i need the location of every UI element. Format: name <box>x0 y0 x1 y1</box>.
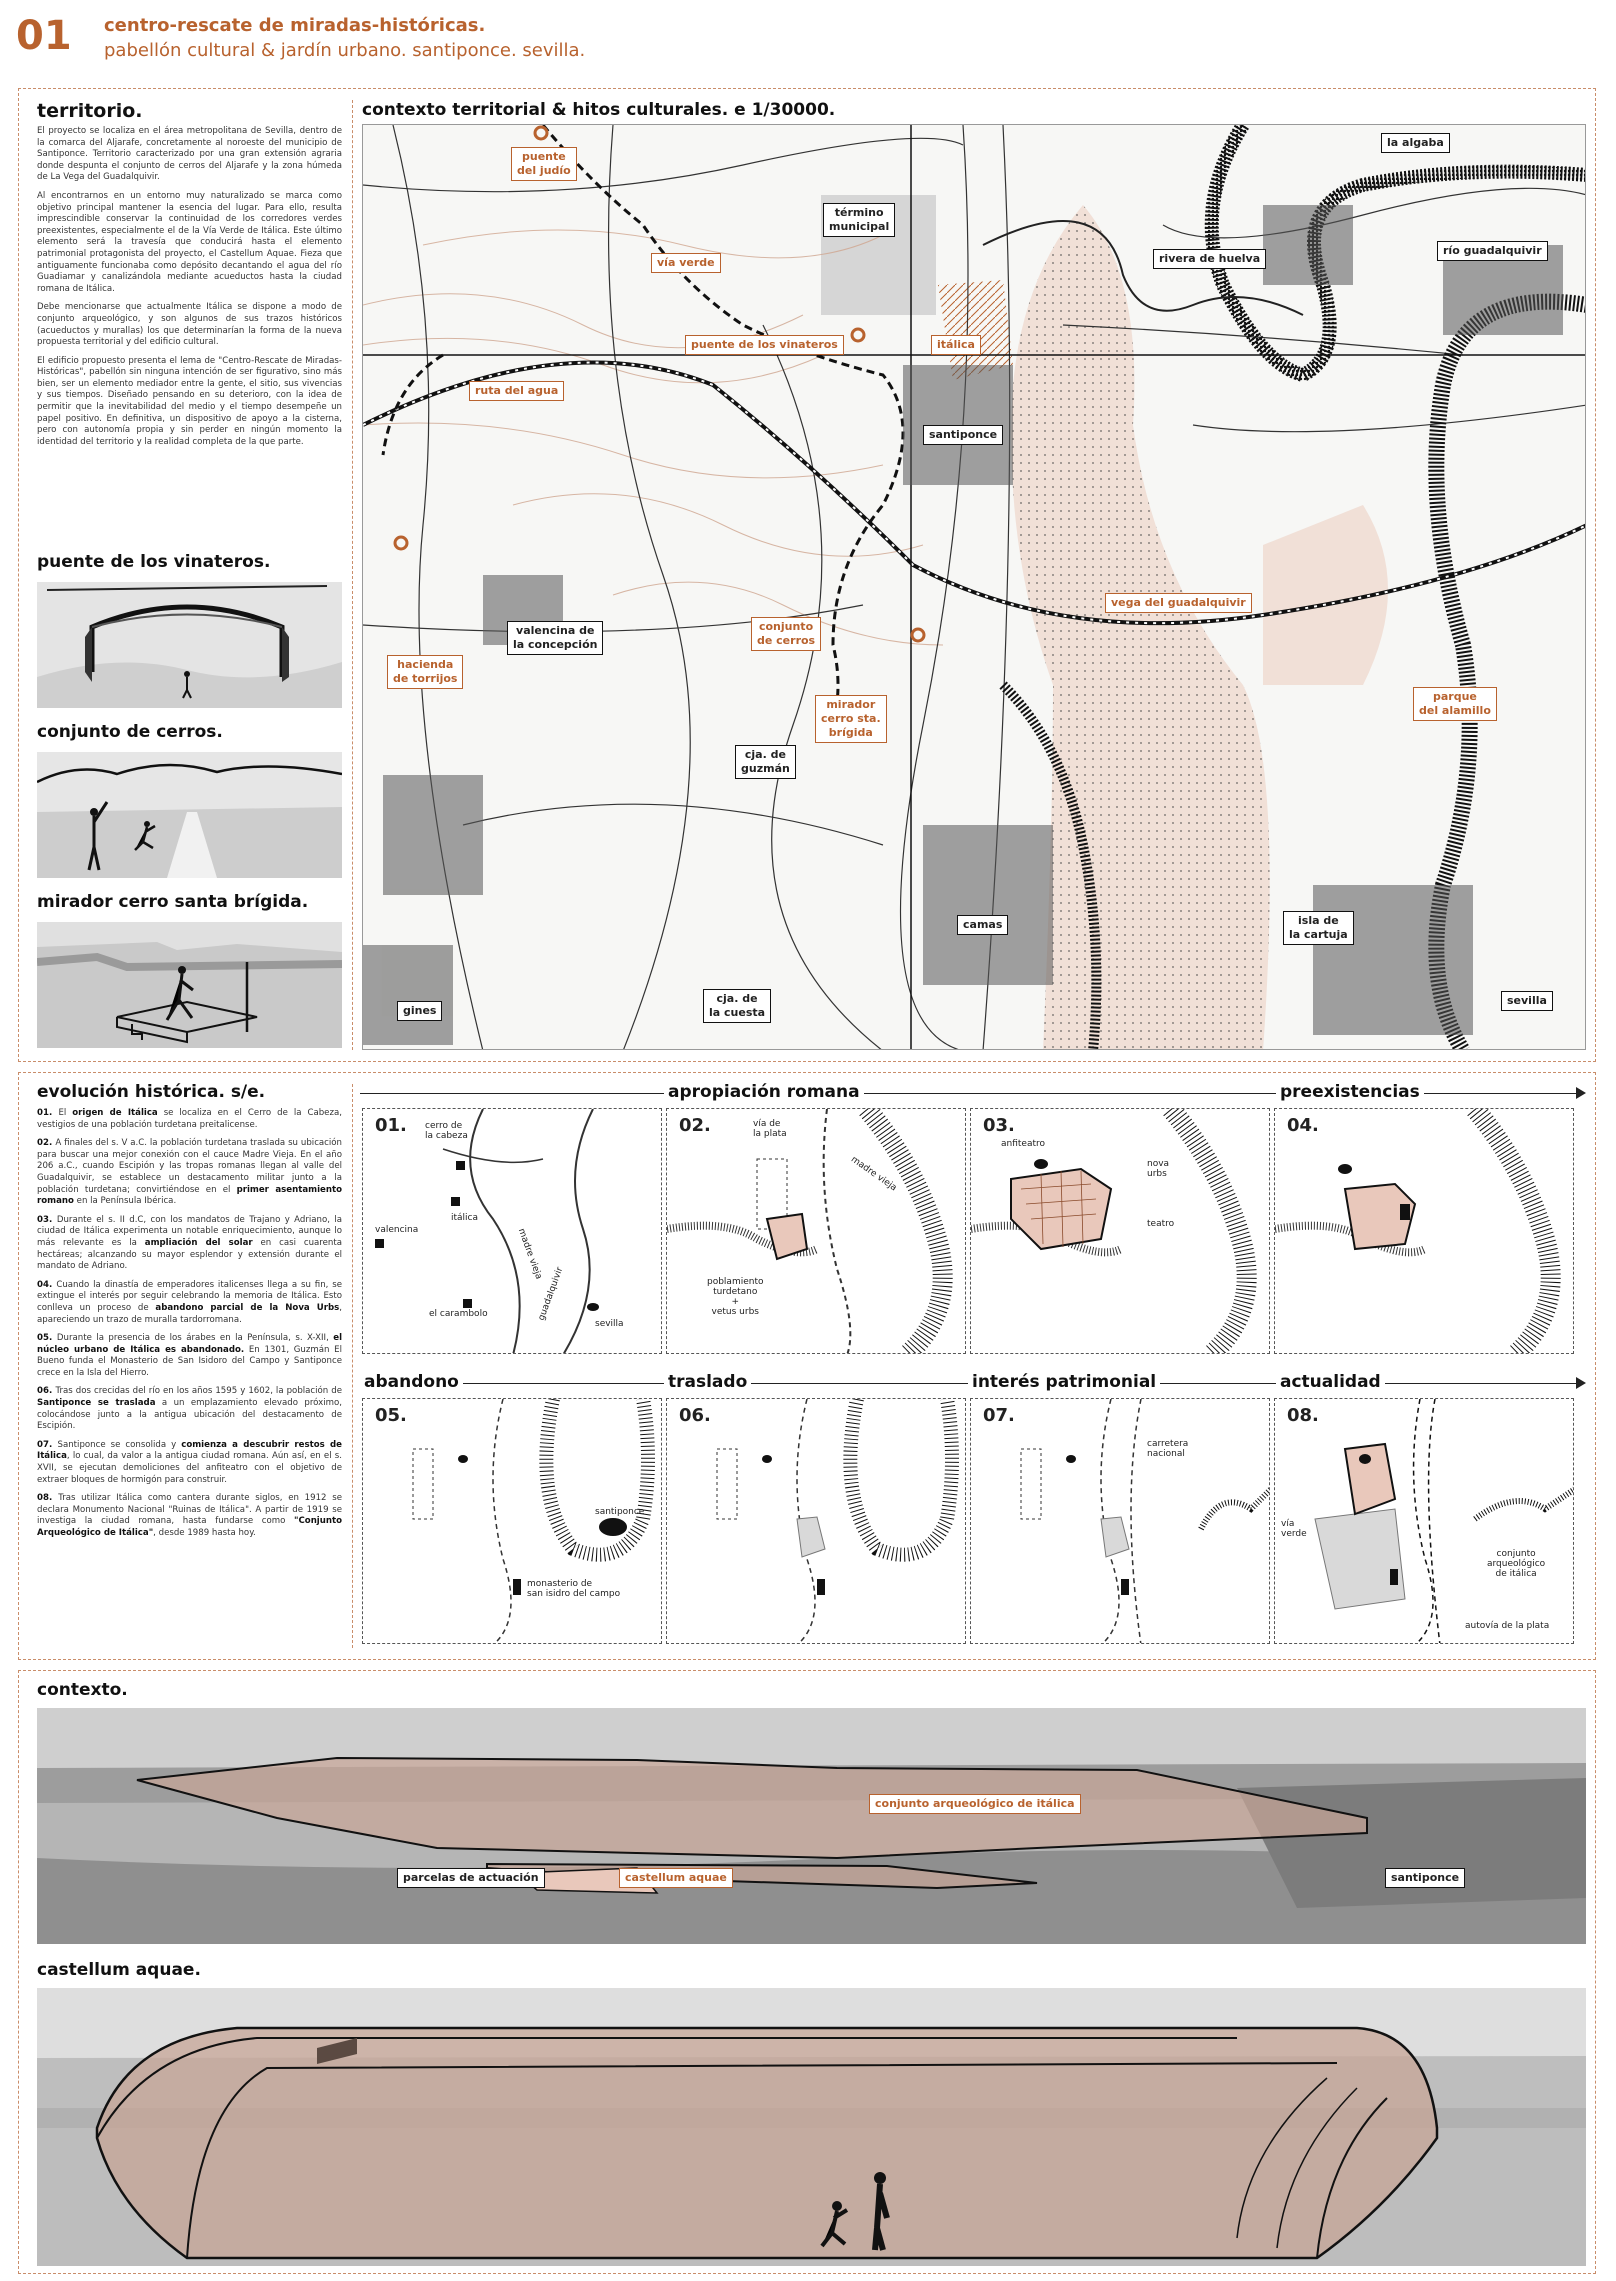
label-monasterio: monasterio de san isidro del campo <box>527 1579 621 1599</box>
cell-number: 04. <box>1287 1115 1319 1136</box>
photo-title-cerros: conjunto de cerros. <box>37 722 223 742</box>
cell-07-drawing <box>971 1399 1270 1644</box>
map-label-cerros: conjunto de cerros <box>751 617 821 651</box>
evolucion-item-8 <box>37 1493 342 1539</box>
phase-interes: interés patrimonial <box>968 1372 1160 1392</box>
mirador-illustration <box>37 922 342 1048</box>
evolucion-item-number: 04. <box>37 1279 57 1290</box>
label-via-verde: vía verde <box>1281 1519 1307 1539</box>
cell-08-drawing <box>1275 1399 1574 1644</box>
territorio-title: territorio. <box>37 100 143 122</box>
map-label-guzman: cja. de guzmán <box>735 745 796 779</box>
phase-traslado: traslado <box>664 1372 751 1392</box>
castellum-drawing <box>37 1988 1586 2266</box>
map-label-rivera: rivera de huelva <box>1153 249 1266 269</box>
evolution-cell-05 <box>362 1398 662 1644</box>
map-label-sevilla: sevilla <box>1501 991 1553 1011</box>
evolucion-item-text: Durante la presencia de los árabes en la Península, s. X-XII, el núcleo urbano de Itálica es abandonado. En 1301, Guzmán El Bueno funda el Monasterio de San Isidoro del Campo y Santiponce crece en la Isla del Hierro. <box>37 1333 343 1378</box>
map-drawing <box>363 125 1586 1050</box>
phase-abandono: abandono <box>360 1372 463 1392</box>
map-label-la-algaba: la algaba <box>1381 133 1450 153</box>
phase-actualidad: actualidad <box>1276 1372 1385 1392</box>
photo-title-vinateros: puente de los vinateros. <box>37 552 271 572</box>
map-label-alamillo: parque del alamillo <box>1413 687 1497 721</box>
label-valencina: valencina <box>375 1225 419 1235</box>
phase-arrow-head-2 <box>1576 1377 1586 1389</box>
territorio-paragraph-4: El edificio propuesto presenta el lema de "Centro-Rescate de Miradas-Históricas", pabellón sin ninguna intención de ser figurativo, sino más bien, ser un elemento mediador entre la gente, el sitio, sus vivencias y sus tiempos. Diseñado pensando en su deterioro, con la idea de permitir que la inevitabilidad del medio y el tiempo desempeñe un papel positivo. En definitiva, un dispositivo de apoyo a la cisterna, pero con autonomía propia y sin perder en ningún momento la identidad del territorio y la realidad completa de la que parte. <box>37 355 342 447</box>
cell-number: 06. <box>679 1405 711 1426</box>
evolucion-item-text: Cuando la dinastía de emperadores italicenses llega a su fin, se extingue el interés por seguir celebrando la memoria de Itálica. Esto conlleva un proceso de abandono parcial de la Nova Urbs, apareciendo un trazo de muralla tardorromana. <box>37 1279 343 1325</box>
label-nova: nova urbs <box>1147 1159 1170 1179</box>
label-madre-vieja-2: madre vieja <box>848 1154 899 1194</box>
phase-apropiacion: apropiación romana <box>664 1082 864 1102</box>
phase-preexistencias: preexistencias <box>1276 1082 1424 1102</box>
header-subtitle: pabellón cultural & jardín urbano. santiponce. sevilla. <box>104 40 586 61</box>
evolucion-item-3 <box>37 1215 342 1273</box>
cell-02-drawing <box>667 1109 966 1354</box>
cell-number: 02. <box>679 1115 711 1136</box>
evolution-cell-02 <box>666 1108 966 1354</box>
map-label-cuesta: cja. de la cuesta <box>703 989 771 1023</box>
map-label-ruta-agua: ruta del agua <box>469 381 564 401</box>
map-label-vega: vega del guadalquivir <box>1105 593 1252 613</box>
evolucion-item-number: 06. <box>37 1386 56 1397</box>
cell-number: 05. <box>375 1405 407 1426</box>
contexto-label-parcelas: parcelas de actuación <box>397 1868 545 1888</box>
evolution-cell-03 <box>970 1108 1270 1354</box>
map-label-termino: término municipal <box>823 203 895 237</box>
map-label-camas: camas <box>957 915 1008 935</box>
evolucion-item-6 <box>37 1386 342 1432</box>
evolution-cell-04 <box>1274 1108 1574 1354</box>
label-sevilla: sevilla <box>595 1319 624 1329</box>
photo-mirador <box>37 922 342 1048</box>
castellum-title: castellum aquae. <box>37 1960 201 1980</box>
evolucion-item-number: 02. <box>37 1138 56 1149</box>
evolucion-item-text: A finales del s. V a.C. la población turdetana traslada su ubicación para buscar una mejor conexión con el cauce Madre Vieja. En el año 206 a.C., cuando Escipión y las tropas romanas llegan al valle del Guadalquivir, se establece un destacamento militar junto a la población turdetana; convirtiéndose en el primer asentamiento romano en la Península Ibérica. <box>37 1138 343 1207</box>
evolucion-item-7 <box>37 1440 342 1486</box>
evolucion-item-number: 03. <box>37 1214 57 1225</box>
contexto-title: contexto. <box>37 1680 128 1700</box>
photo-vinateros <box>37 582 342 708</box>
map-label-italica: itálica <box>931 335 981 355</box>
label-poblamiento: poblamiento turdetano + vetus urbs <box>707 1277 764 1317</box>
map-label-gines: gines <box>397 1001 442 1021</box>
castellum-photo <box>37 1988 1586 2266</box>
contexto-photo-drawing <box>37 1708 1586 1944</box>
header-title: centro-rescate de miradas-históricas. <box>104 15 486 36</box>
cell-number: 08. <box>1287 1405 1319 1426</box>
map-label-cartuja: isla de la cartuja <box>1283 911 1354 945</box>
evolucion-item-text: El origen de Itálica se localiza en el Cerro de la Cabeza, vestigios de una población turdetana preitalicense. <box>37 1108 342 1130</box>
territorial-map <box>362 124 1586 1050</box>
evolucion-item-number: 07. <box>37 1439 58 1450</box>
label-conjunto: conjunto arqueológico de itálica <box>1487 1549 1546 1579</box>
label-via-plata: vía de la plata <box>753 1119 787 1139</box>
cell-05-drawing <box>363 1399 662 1644</box>
label-italica: itálica <box>451 1213 479 1223</box>
evolution-cell-08 <box>1274 1398 1574 1644</box>
evolution-cell-01 <box>362 1108 662 1354</box>
contexto-label-castellum: castellum aquae <box>619 1868 733 1888</box>
map-title: contexto territorial & hitos culturales. e 1/30000. <box>362 100 836 120</box>
territorio-text <box>37 126 342 455</box>
evolucion-item-4 <box>37 1280 342 1326</box>
evolucion-item-text: Tras dos crecidas del río en los años 1595 y 1602, la población de Santiponce se traslada a un emplazamiento elevado próximo, colocándose junto a la antigua ubicación del destacamento de Escipión. <box>37 1386 343 1432</box>
contexto-label-conjunto: conjunto arqueológico de itálica <box>869 1794 1081 1814</box>
evolucion-item-number: 01. <box>37 1108 59 1118</box>
photo-cerros <box>37 752 342 878</box>
photo-title-mirador: mirador cerro santa brígida. <box>37 892 309 912</box>
label-santiponce: santiponce <box>595 1507 645 1517</box>
label-teatro: teatro <box>1147 1219 1175 1229</box>
map-label-puente-judio: puente del judío <box>511 147 577 181</box>
label-carretera: carretera nacional <box>1147 1439 1189 1459</box>
evolucion-item-number: 05. <box>37 1333 57 1344</box>
evolucion-item-number: 08. <box>37 1493 59 1504</box>
label-cerro: cerro de la cabeza <box>425 1121 468 1141</box>
label-madre-vieja: madre vieja <box>515 1227 544 1281</box>
top-divider <box>352 100 353 1050</box>
map-label-mirador: mirador cerro sta. brígida <box>815 695 887 743</box>
evolution-cell-06 <box>666 1398 966 1644</box>
map-label-rio: río guadalquivir <box>1437 241 1548 261</box>
evolucion-item-1 <box>37 1108 342 1131</box>
vinateros-illustration <box>37 582 342 708</box>
cerros-illustration <box>37 752 342 878</box>
label-autovia: autovía de la plata <box>1465 1621 1550 1631</box>
territorio-paragraph-1: El proyecto se localiza en el área metropolitana de Sevilla, dentro de la comarca del Aljarafe, concretamente al noroeste del municipio de Santiponce. Territorio caracterizado por una gran extensión agraria donde despunta el conjunto de cerros del Aljarafe y la zona húmeda de La Vega del Guadalquivir. <box>37 126 342 183</box>
contexto-label-santiponce: santiponce <box>1385 1868 1465 1888</box>
cell-04-drawing <box>1275 1109 1574 1354</box>
map-label-via-verde: vía verde <box>651 253 721 273</box>
territorio-paragraph-3: Debe mencionarse que actualmente Itálica se dispone a modo de conjunto arqueológico, y son algunos de sus trazos históricos (acueductos y murallas) los que determinarían la forma de la nueva propuesta territorial y del edificio cultural. <box>37 302 342 348</box>
evolucion-item-5 <box>37 1333 342 1379</box>
evolution-cell-07 <box>970 1398 1270 1644</box>
evolucion-item-2 <box>37 1138 342 1208</box>
evolucion-title: evolución histórica. s/e. <box>37 1082 266 1102</box>
evolucion-item-text: Santiponce se consolida y comienza a descubrir restos de Itálica, lo cual, da valor a la antigua ciudad romana. Aún así, en el s. XVII, se ejecutan demoliciones del anfiteatro con el objetivo de extraer bloques de hormigón para construir. <box>37 1439 342 1485</box>
territorio-paragraph-2: Al encontrarnos en un entorno muy naturalizado se marca como objetivo principal mantener la esencia del lugar. Para ello, resulta imprescindible conservar la continuidad de los corredores verdes preexistentes, especialmente el de la Vía Verde de Itálica. Este último elemento será la travesía que conducirá hasta el elemento patrimonial protagonista del proyecto, el Castellum Aquae. Fieza que antiguamente funcionaba como depósito decantando el agua del río Guadiamar y canalizándola mediante acueductos hasta la ciudad romana de Itálica. <box>37 190 342 294</box>
contexto-photo <box>37 1708 1586 1944</box>
label-carambolo: el carambolo <box>429 1309 488 1319</box>
cell-number: 03. <box>983 1115 1015 1136</box>
map-label-santiponce: santiponce <box>923 425 1003 445</box>
header-number: 01 <box>16 13 72 59</box>
map-label-vinateros: puente de los vinateros <box>685 335 844 355</box>
label-anfiteatro: anfiteatro <box>1001 1139 1046 1149</box>
evolucion-item-text: Durante el s. II d.C, con los mandatos de Trajano y Adriano, la ciudad de Itálica experimenta un notable enriquecimiento, aunque lo más relevante es la ampliación del solar en casi cuarenta hectáreas; alcanzando su mayor esplendor y extensión durante el mandato de Adriano. <box>37 1214 343 1272</box>
map-label-valencina: valencina de la concepción <box>507 621 603 655</box>
cell-06-drawing <box>667 1399 966 1644</box>
cell-number: 07. <box>983 1405 1015 1426</box>
evolucion-item-text: Tras utilizar Itálica como cantera durante siglos, en 1912 se declara Monumento Nacional "Ruinas de Itálica". A partir de 1919 se investiga la ciudad romana, hasta fundarse como "Conjunto Arqueológico de Itálica", desde 1989 hasta hoy. <box>37 1493 342 1538</box>
evolucion-text <box>37 1108 342 1547</box>
evolucion-divider <box>352 1084 353 1648</box>
label-guadalquivir: guadalquivir <box>536 1265 566 1323</box>
phase-arrow-head-1 <box>1576 1087 1586 1099</box>
map-label-torrijos: hacienda de torrijos <box>387 655 463 689</box>
cell-number: 01. <box>375 1115 407 1136</box>
